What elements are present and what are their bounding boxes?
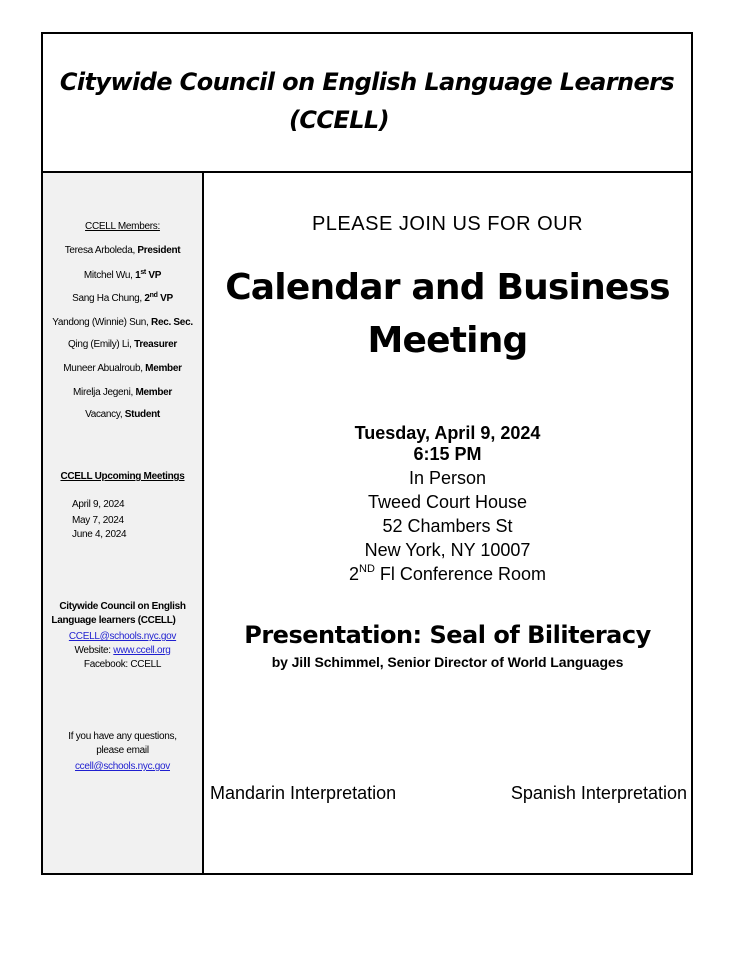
meeting-title-line2: Meeting xyxy=(367,320,528,361)
member-item: Vacancy, Student xyxy=(85,409,160,420)
member-item: Muneer Abualroub, Member xyxy=(63,363,182,374)
join-text: PLEASE JOIN US FOR OUR xyxy=(311,213,584,235)
org-email-link[interactable]: CCELL@schools.nyc.gov xyxy=(68,631,177,642)
member-item: Teresa Arboleda, President xyxy=(64,245,181,256)
member-item: Mitchel Wu, 1st VP xyxy=(83,269,162,281)
questions-email xyxy=(43,761,202,772)
spanish-interpretation: Spanish Interpretation xyxy=(510,783,687,803)
meeting-date: May 7, 2024 xyxy=(72,515,124,526)
meeting-address: 52 Chambers St xyxy=(382,516,513,536)
meeting-date: Tuesday, April 9, 2024 xyxy=(354,423,541,443)
facebook-line: Facebook: CCELL xyxy=(83,659,162,670)
meeting-date: April 9, 2024 xyxy=(72,499,125,510)
flyer-frame xyxy=(41,32,693,875)
main-content xyxy=(204,173,691,873)
flyer-header xyxy=(43,34,691,173)
meetings-heading: CCELL Upcoming Meetings xyxy=(60,471,185,482)
meeting-room: 2ND Fl Conference Room xyxy=(349,563,546,584)
mandarin-interpretation: Mandarin Interpretation xyxy=(210,783,397,803)
meeting-title-line1: Calendar and Business xyxy=(225,267,670,308)
website-link[interactable]: www.ccell.org xyxy=(113,645,171,656)
member-item: Mirelja Jegeni, Member xyxy=(73,387,172,398)
org-name-line2: Language learners (CCELL) xyxy=(51,615,176,626)
presentation-title: Presentation: Seal of Biliteracy xyxy=(244,621,651,649)
presenter-line: by Jill Schimmel, Senior Director of World Languages xyxy=(271,654,624,670)
questions-line1: If you have any questions, xyxy=(68,731,177,742)
questions-line2: please email xyxy=(96,745,149,756)
council-title: Citywide Council on English Language Learners xyxy=(59,68,675,96)
questions-email-link[interactable]: ccell@schools.nyc.gov xyxy=(74,761,170,772)
sidebar xyxy=(43,173,204,873)
member-item: Sang Ha Chung, 2nd VP xyxy=(72,292,173,304)
members-heading: CCELL Members: xyxy=(85,221,160,232)
org-name-line1: Citywide Council on English xyxy=(59,601,186,612)
meeting-time: 6:15 PM xyxy=(413,444,482,464)
member-item: Qing (Emily) Li, Treasurer xyxy=(68,339,177,350)
meeting-date: June 4, 2024 xyxy=(72,529,127,540)
council-acronym: (CCELL) xyxy=(289,106,389,134)
org-email xyxy=(43,631,202,642)
member-item: Yandong (Winnie) Sun, Rec. Sec. xyxy=(52,317,193,328)
meeting-city: New York, NY 10007 xyxy=(364,540,531,560)
meeting-venue: Tweed Court House xyxy=(367,492,528,512)
meeting-mode: In Person xyxy=(408,468,487,488)
website-line: Website: www.ccell.org xyxy=(74,645,171,656)
